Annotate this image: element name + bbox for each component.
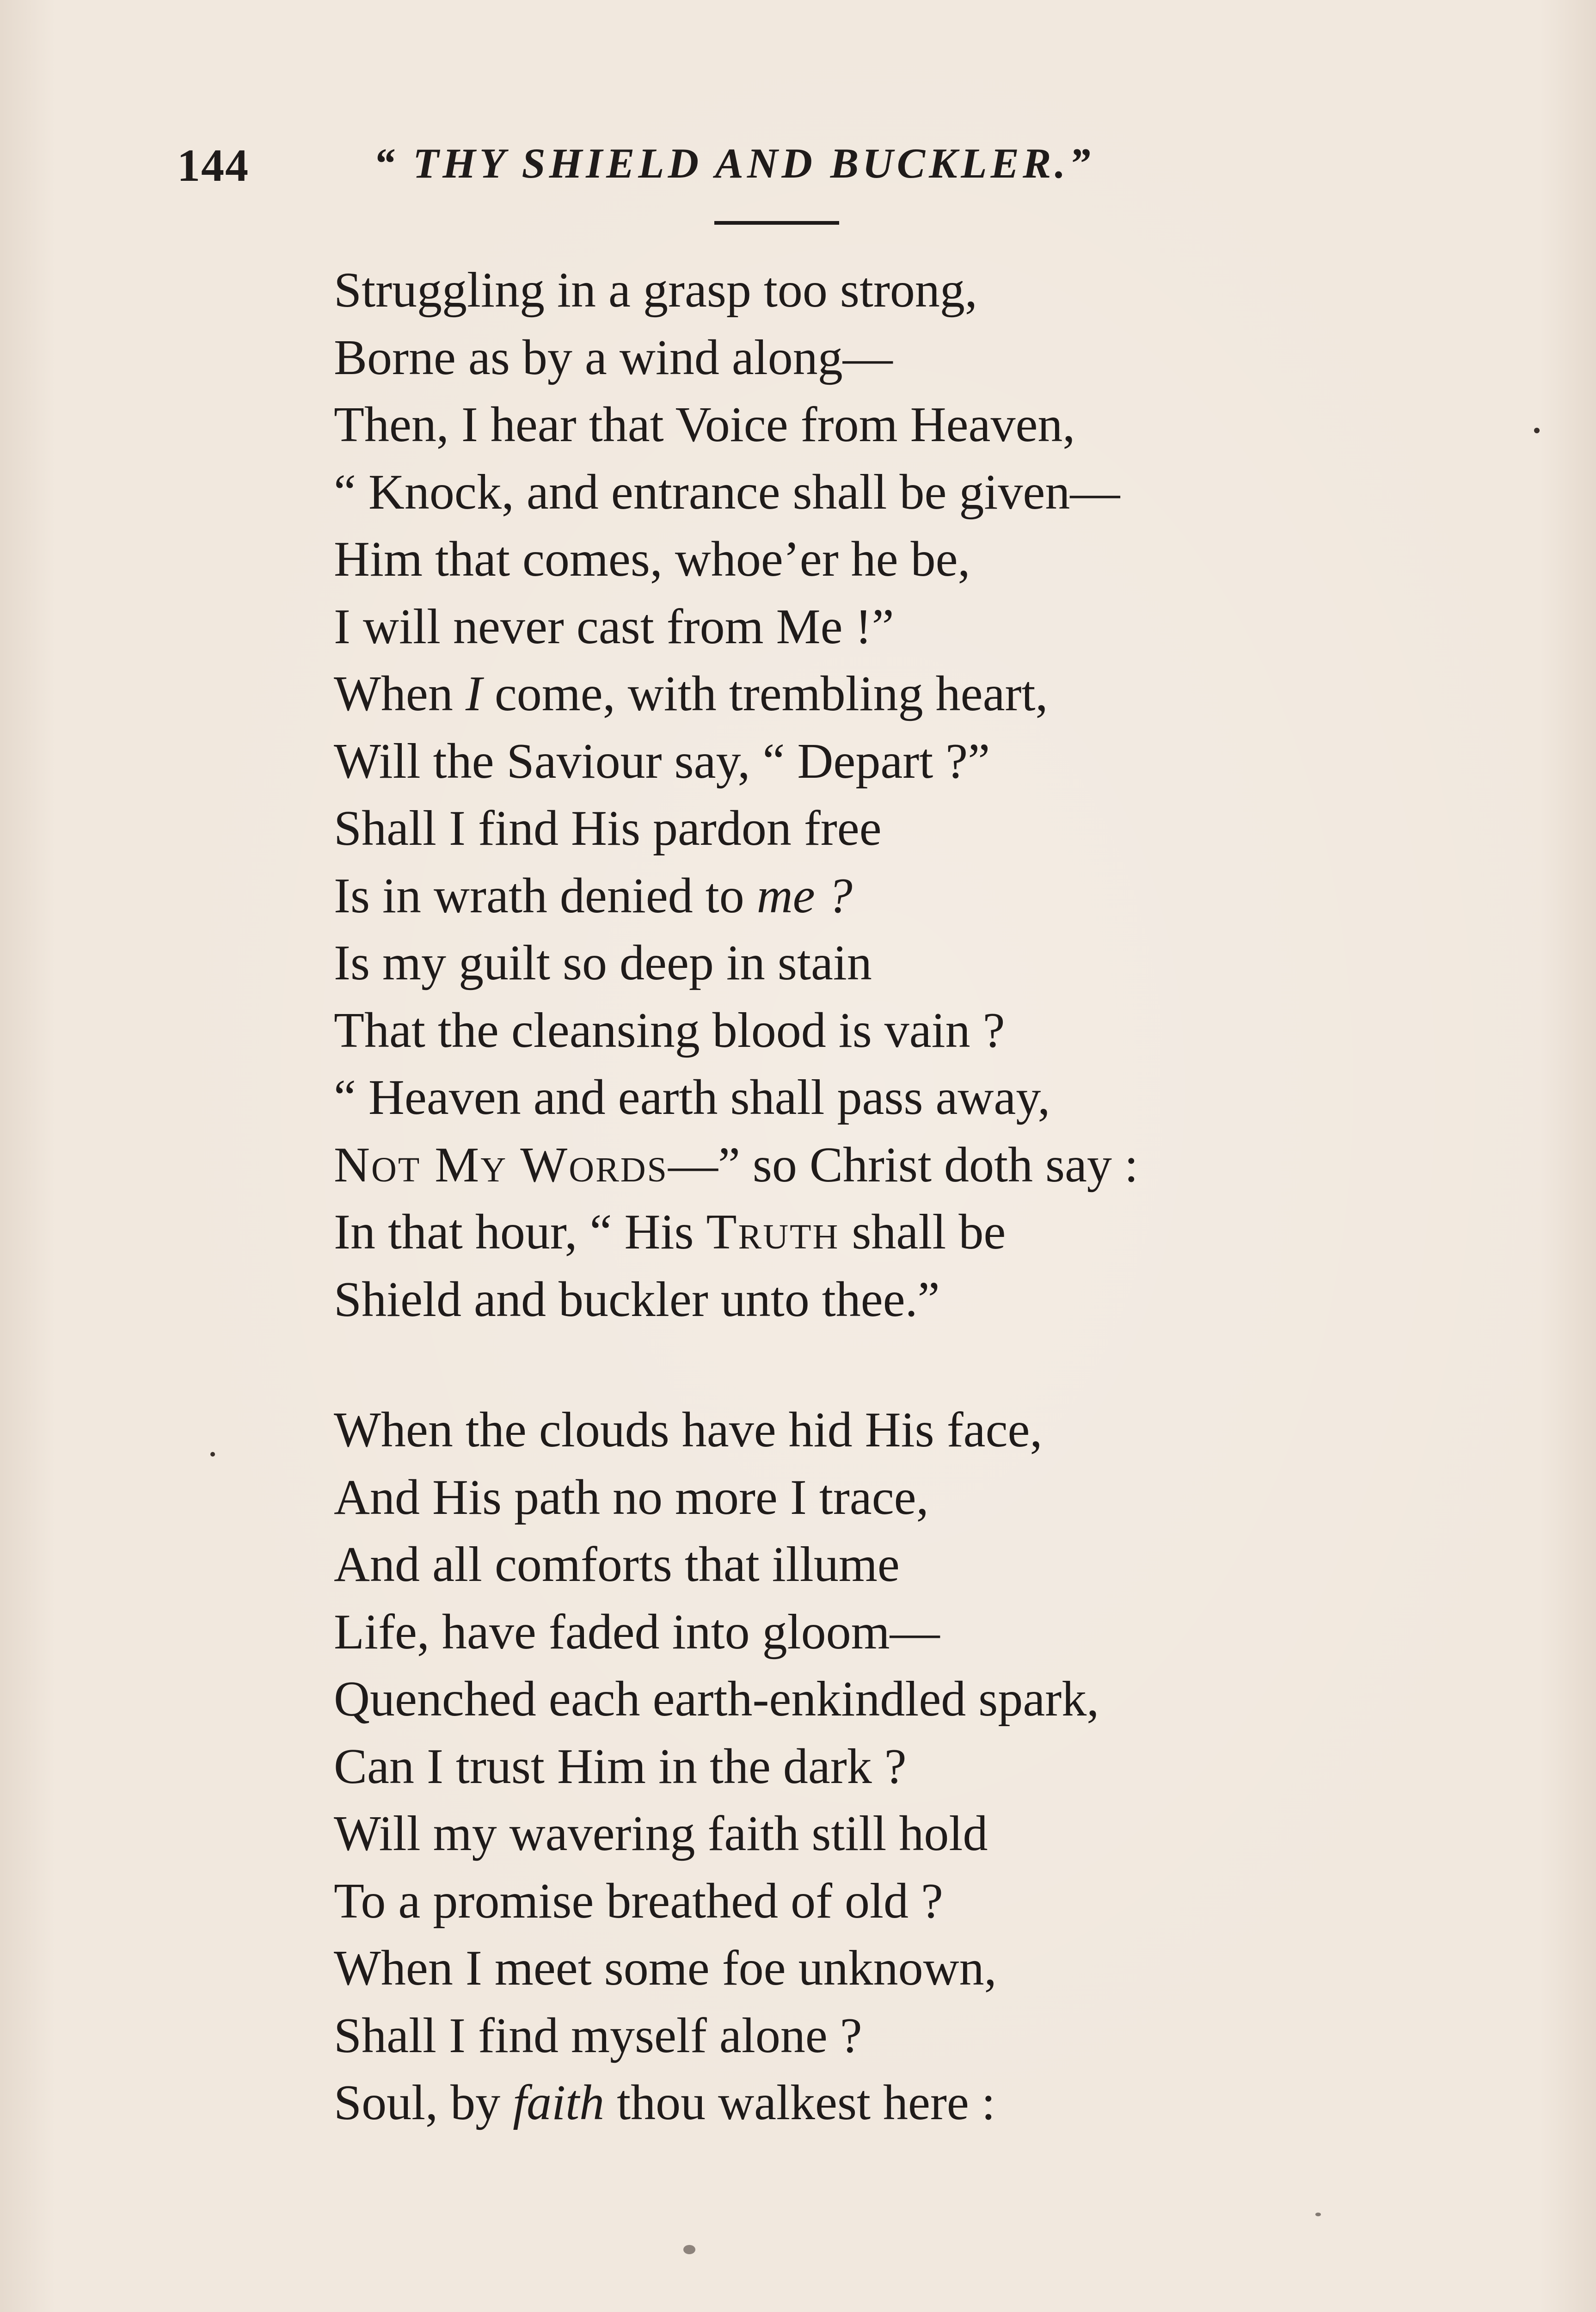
poem-line	[334, 1666, 1099, 1733]
poem-line	[334, 1396, 1099, 1464]
paper-speck	[683, 2245, 695, 2254]
poem-line	[334, 391, 1138, 459]
paper-speck	[1534, 428, 1540, 433]
poem-line	[334, 1599, 1099, 1666]
line-text: I will never cast from Me !”	[334, 599, 894, 654]
small-caps-text: Truth	[706, 1205, 840, 1260]
line-text: Life, have faded into gloom—	[334, 1604, 940, 1660]
poem-line	[334, 795, 1138, 862]
italic-text: faith	[513, 2075, 605, 2130]
line-text: Quenched each earth-enkindled spark,	[334, 1672, 1099, 1727]
poem-line	[334, 1266, 1138, 1334]
poem-line	[334, 2069, 1099, 2137]
stanza-1	[334, 257, 1138, 1333]
line-text: Borne as by a wind along—	[334, 330, 893, 385]
page-number: 144	[177, 140, 249, 191]
line-text: Shall I find myself alone ?	[334, 2008, 862, 2063]
line-text: Soul, by	[334, 2075, 513, 2130]
poem-line	[334, 593, 1138, 661]
line-text: When	[334, 666, 466, 721]
line-text: come, with trembling heart,	[482, 666, 1048, 721]
paper-speck	[210, 1452, 215, 1457]
line-text: Will the Saviour say, “ Depart ?”	[334, 733, 990, 789]
line-text: Him that comes, whoe’er he be,	[334, 532, 970, 587]
line-text: To a promise breathed of old ?	[334, 1873, 943, 1929]
line-text: “ Heaven and earth shall pass away,	[334, 1070, 1050, 1125]
line-text: Shield and buckler unto thee.”	[334, 1272, 940, 1327]
poem-line	[334, 526, 1138, 593]
stanza-2	[334, 1396, 1099, 2137]
line-text: —” so Christ doth say :	[668, 1137, 1138, 1193]
line-text: In that hour, “ His	[334, 1205, 706, 1260]
line-text: And His path no more I trace,	[334, 1470, 929, 1525]
line-text: Struggling in a grasp too strong,	[334, 263, 977, 318]
poem-line	[334, 1131, 1138, 1199]
poem-line	[334, 862, 1138, 930]
poem-line	[334, 257, 1138, 324]
poem-line	[334, 1064, 1138, 1131]
line-text: That the cleansing blood is vain ?	[334, 1002, 1005, 1058]
line-text: Can I trust Him in the dark ?	[334, 1739, 907, 1794]
poem-line	[334, 1868, 1099, 1935]
header-rule	[714, 221, 839, 225]
poem-line	[334, 1464, 1099, 1531]
poem-line	[334, 459, 1138, 526]
line-text: “ Knock, and entrance shall be given—	[334, 464, 1120, 520]
paper-speck	[1315, 2213, 1321, 2216]
poem-line	[334, 324, 1138, 392]
line-text: Will my wavering faith still hold	[334, 1806, 988, 1861]
line-text: shall be	[839, 1205, 1006, 1260]
poem-line	[334, 1199, 1138, 1266]
line-text: And all comforts that illume	[334, 1537, 900, 1592]
italic-text: me ?	[756, 868, 853, 923]
poem-line	[334, 728, 1138, 795]
line-text: thou walkest here :	[604, 2075, 995, 2130]
poem-line	[334, 1531, 1099, 1599]
running-head: “ THY SHIELD AND BUCKLER.”	[374, 140, 1094, 187]
line-text: Is my guilt so deep in stain	[334, 935, 872, 990]
poem-line	[334, 1800, 1099, 1868]
line-text: Then, I hear that Voice from Heaven,	[334, 397, 1075, 452]
line-text: When the clouds have hid His face,	[334, 1402, 1043, 1457]
line-text: Is in wrath denied to	[334, 868, 757, 923]
line-text: When I meet some foe unknown,	[334, 1941, 997, 1996]
poem-line	[334, 2002, 1099, 2070]
poem-line	[334, 1733, 1099, 1801]
poem-line	[334, 929, 1138, 997]
italic-text: I	[465, 666, 482, 721]
small-caps-text: Not My Words	[334, 1137, 668, 1193]
poem-line	[334, 660, 1138, 728]
poem-line	[334, 997, 1138, 1064]
poem-line	[334, 1935, 1099, 2002]
line-text: Shall I find His pardon free	[334, 801, 882, 856]
